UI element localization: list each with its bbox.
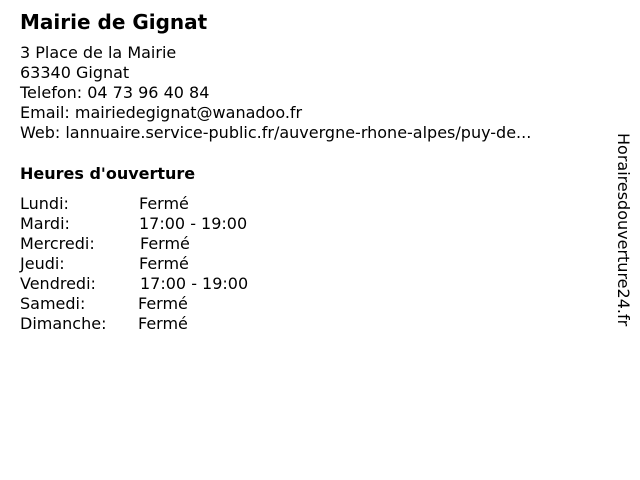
address-line-city: 63340 Gignat	[20, 63, 130, 82]
day-label: Samedi:	[20, 294, 86, 313]
day-label: Lundi:	[20, 194, 69, 213]
day-label: Jeudi:	[20, 254, 65, 273]
day-hours: Fermé	[138, 314, 188, 333]
web-text: Web: lannuaire.service-public.fr/auvergne-rhone-alpes/puy-de...	[20, 123, 532, 142]
email-text: Email: mairiedegignat@wanadoo.fr	[20, 103, 303, 122]
day-label: Vendredi:	[20, 274, 96, 293]
contact-info	[20, 43, 531, 143]
day-hours: 17:00 - 19:00	[139, 214, 248, 233]
day-hours: 17:00 - 19:00	[140, 274, 249, 293]
day-label: Mardi:	[20, 214, 70, 233]
phone-text: Telefon: 04 73 96 40 84	[20, 83, 210, 102]
day-hours: Fermé	[138, 294, 188, 313]
place-title: Mairie de Gignat	[20, 10, 208, 34]
day-label: Dimanche:	[20, 314, 107, 333]
day-hours: Fermé	[139, 254, 189, 273]
day-hours: Fermé	[140, 234, 190, 253]
opening-hours-heading: Heures d'ouverture	[20, 164, 196, 183]
day-hours: Fermé	[139, 194, 189, 213]
day-label: Mercredi:	[20, 234, 95, 253]
site-brand-vertical: Horairesdouverture24.fr	[614, 133, 633, 327]
address-line-street: 3 Place de la Mairie	[20, 43, 177, 62]
